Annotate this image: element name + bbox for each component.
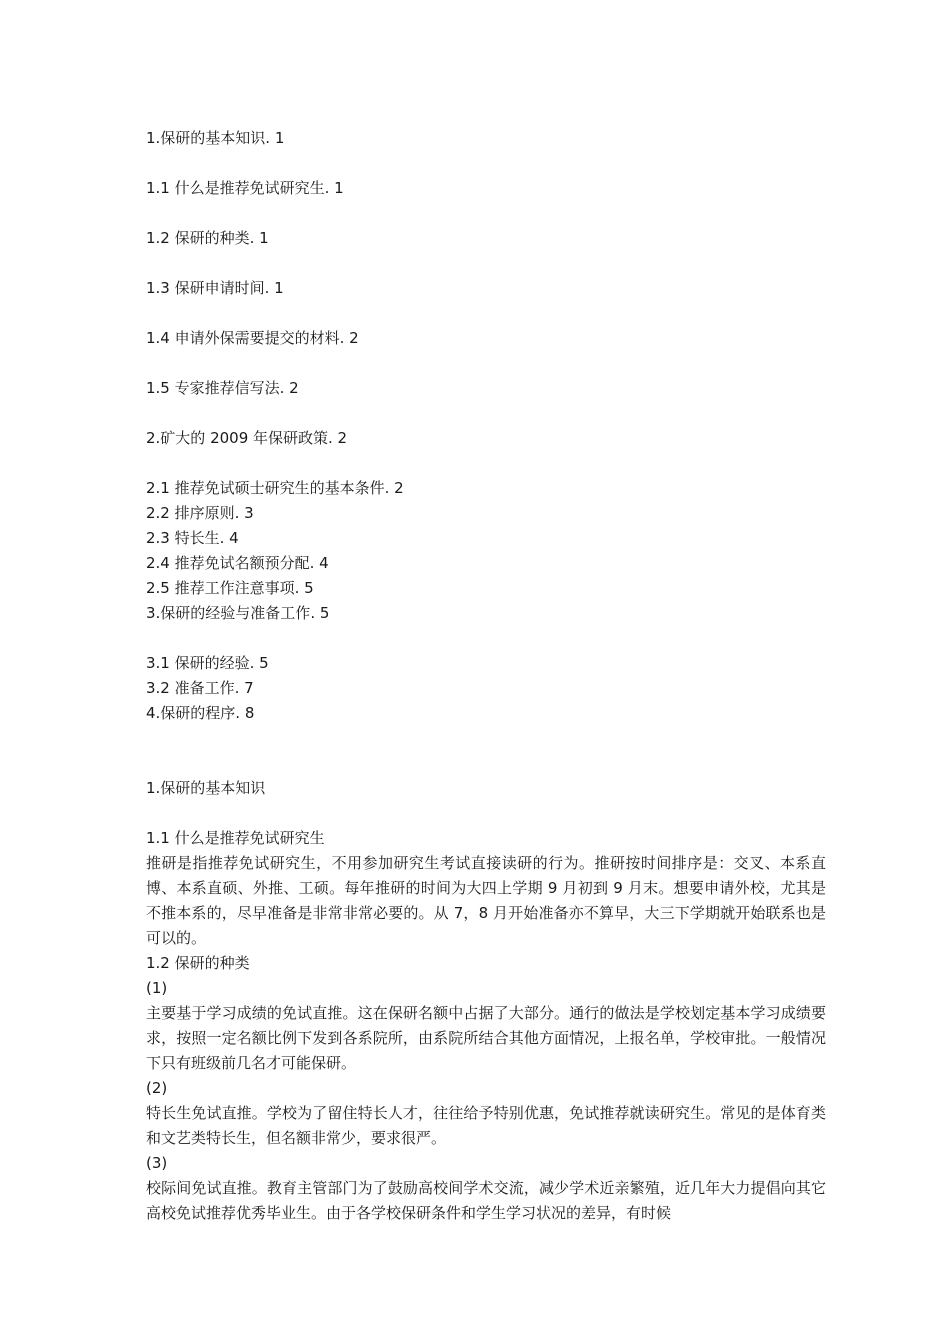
toc-entry-1-5: 1.5 专家推荐信写法. 2 [146, 379, 299, 397]
item-2-paragraph: 特长生免试直推。学校为了留住特长人才，往往给予特别优惠，免试推荐就读研究生。常见的是体育类和文艺类特长生，但名额非常少，要求很严。 [146, 1104, 826, 1147]
item-1-paragraph: 主要基于学习成绩的免试直推。这在保研名额中占据了大部分。通行的做法是学校划定基本学习成绩要求，按照一定名额比例下发到各系院所，由系院所结合其他方面情况，上报名单，学校审批。一般情况下只有班级前几名才可能保研。 [146, 1004, 826, 1072]
toc-entry-1-4: 1.4 申请外保需要提交的材料. 2 [146, 329, 359, 347]
toc-entry-2-3: 2.3 特长生. 4 [146, 529, 239, 547]
toc-entry-3-1: 3.1 保研的经验. 5 [146, 654, 269, 672]
toc-entry-1-1: 1.1 什么是推荐免试研究生. 1 [146, 179, 344, 197]
toc-entry-2-4: 2.4 推荐免试名额预分配. 4 [146, 554, 329, 572]
toc-entry-3-2: 3.2 准备工作. 7 [146, 679, 254, 697]
toc-entry-1-2: 1.2 保研的种类. 1 [146, 229, 269, 247]
section-1-1-paragraph: 推研是指推荐免试研究生，不用参加研究生考试直接读研的行为。推研按时间排序是：交叉、本系直博、本系直硕、外推、工硕。每年推研的时间为大四上学期 9 月初到 9 月末。想要申请外校，尤其是不推本系的，尽早准备是非常非常必要的。从 7，8 月开始准备亦不算早，大三下学期就开始联系也是可以的。 [146, 854, 826, 947]
section-1-2-heading: 1.2 保研的种类 [146, 954, 250, 972]
item-1-marker: (1) [146, 979, 168, 997]
toc-entry-2: 2.矿大的 2009 年保研政策. 2 [146, 429, 348, 447]
toc-entry-1: 1.保研的基本知识. 1 [146, 129, 285, 147]
item-3-paragraph: 校际间免试直推。教育主管部门为了鼓励高校间学术交流，减少学术近亲繁殖，近几年大力提倡向其它高校免试推荐优秀毕业生。由于各学校保研条件和学生学习状况的差异，有时候 [146, 1179, 826, 1222]
document-page [146, 126, 826, 1226]
toc-entry-2-2: 2.2 排序原则. 3 [146, 504, 254, 522]
toc-entry-1-3: 1.3 保研申请时间. 1 [146, 279, 284, 297]
item-3-marker: (3) [146, 1154, 168, 1172]
toc-entry-3: 3.保研的经验与准备工作. 5 [146, 604, 330, 622]
item-2-marker: (2) [146, 1079, 168, 1097]
section-1-1-heading: 1.1 什么是推荐免试研究生 [146, 829, 325, 847]
section-1-heading: 1.保研的基本知识 [146, 779, 266, 797]
toc-entry-2-1: 2.1 推荐免试硕士研究生的基本条件. 2 [146, 479, 404, 497]
toc-entry-2-5: 2.5 推荐工作注意事项. 5 [146, 579, 314, 597]
toc-entry-4: 4.保研的程序. 8 [146, 704, 255, 722]
